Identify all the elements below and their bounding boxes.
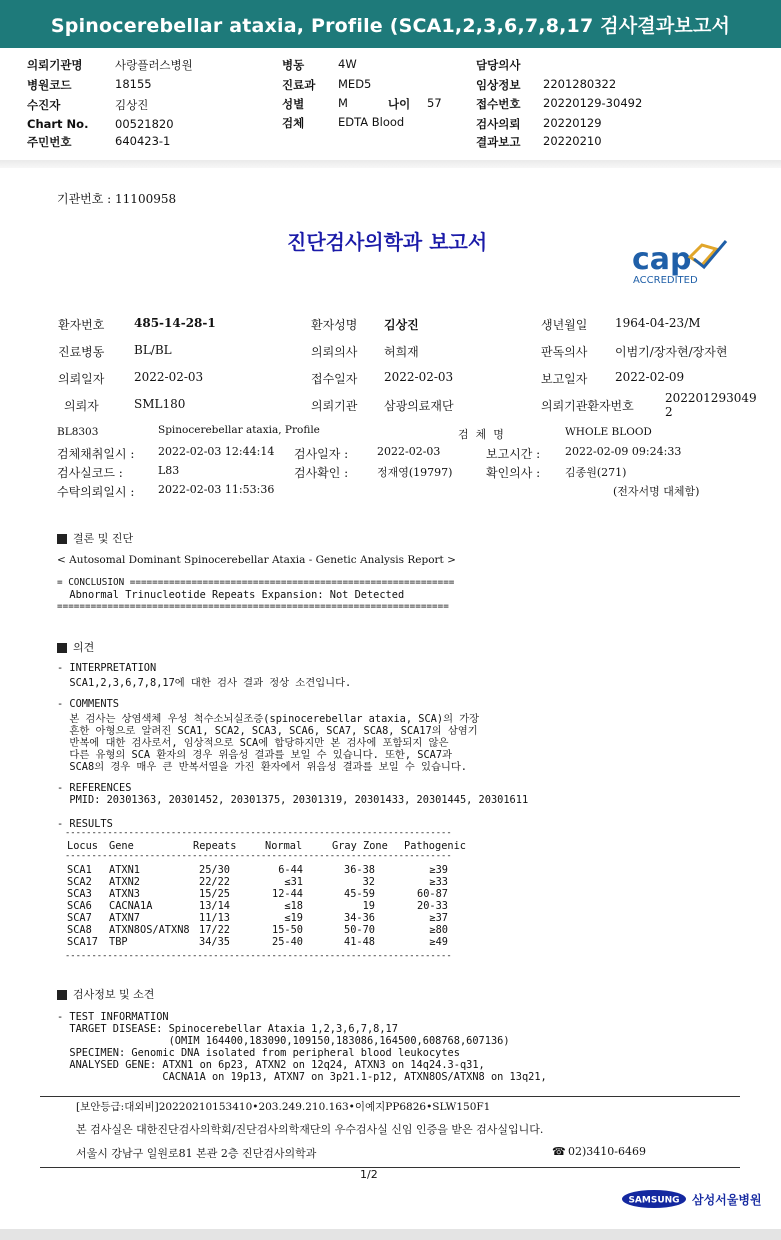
results-cell: 36-38 — [344, 864, 375, 876]
grid-label: 의뢰의사 — [311, 345, 358, 359]
results-cell: ≤18 — [284, 900, 303, 912]
header-value: 57 — [427, 96, 442, 110]
comments-line: 흔한 아형으로 알려진 SCA1, SCA2, SCA3, SCA6, SCA7, SCA8, SCA17의 삼염기 — [57, 725, 478, 737]
report-page — [0, 168, 781, 1240]
section-title: 결론 및 진단 — [73, 532, 134, 545]
conclusion-rule: = CONCLUSION ========================================================== — [57, 577, 455, 588]
col-header: Repeats — [193, 840, 237, 852]
results-cell: 22/22 — [199, 876, 230, 888]
results-cell: ≥33 — [429, 876, 448, 888]
header-label: 나이 — [388, 97, 411, 111]
results-cell: ≥80 — [429, 924, 448, 936]
results-row — [67, 900, 527, 912]
grid-label: 생년월일 — [541, 318, 588, 332]
results-cell: 50-70 — [344, 924, 375, 936]
results-cell: 17/22 — [199, 924, 230, 936]
cap-logo-text: cap — [632, 242, 692, 277]
references-text: PMID: 20301363, 20301452, 20301375, 20301319, 20301433, 20301445, 20301611 — [57, 794, 529, 806]
section-heading — [57, 530, 133, 546]
header-value: 640423-1 — [115, 134, 171, 148]
row-value: 김종원(271) — [565, 466, 627, 479]
results-cell: 25-40 — [272, 936, 303, 948]
grid-label: 접수일자 — [311, 372, 358, 386]
header-label: Chart No. — [27, 117, 89, 131]
cap-accredited-logo — [630, 235, 730, 295]
row-value: L83 — [158, 464, 180, 477]
results-row — [67, 864, 527, 876]
results-cell: SCA1 — [67, 864, 92, 876]
results-cell: SCA8 — [67, 924, 92, 936]
row-label: 확인의사 : — [486, 466, 541, 480]
results-row — [67, 912, 527, 924]
header-label: 병원코드 — [27, 78, 72, 92]
header-value: 00521820 — [115, 117, 174, 131]
interpretation-text: SCA1,2,3,6,7,8,17에 대한 검사 결과 정상 소견입니다. — [57, 677, 352, 689]
signature-note: (전자서명 대체함) — [613, 485, 700, 498]
patient-number: 485-14-28-1 — [134, 316, 216, 330]
col-header: Pathogenic — [404, 840, 466, 852]
header-label: 접수번호 — [476, 97, 521, 111]
specimen-label: 검 체 명 — [458, 428, 504, 441]
grid-value: 202201293049 — [665, 391, 757, 405]
test-info-line: TARGET DISEASE: Spinocerebellar Ataxia 1,2,3,6,7,8,17 — [57, 1023, 398, 1035]
results-cell: SCA17 — [67, 936, 98, 948]
row-label: 검체채취일시 : — [57, 447, 135, 461]
grid-value: 이범기/장자현/장자현 — [615, 345, 728, 359]
header-label: 병동 — [282, 58, 305, 72]
results-cell: 6-44 — [278, 864, 303, 876]
header-value: MED5 — [338, 77, 372, 91]
header-label: 진료과 — [282, 78, 316, 92]
header-label: 검사의뢰 — [476, 117, 521, 131]
grid-label: 환자성명 — [311, 318, 358, 332]
results-cell: 45-59 — [344, 888, 375, 900]
results-cell: 15/25 — [199, 888, 230, 900]
results-cell: ATXN1 — [109, 864, 140, 876]
results-cell: ATXN8OS/ATXN8 — [109, 924, 190, 936]
col-header: Locus — [67, 840, 98, 852]
comments-heading: - COMMENTS — [57, 698, 119, 710]
comments-line: 본 검사는 상염색체 우성 척수소뇌실조증(spinocerebellar ataxia, SCA)의 가장 — [57, 713, 480, 725]
bottom-bar — [0, 1229, 781, 1240]
results-rule: ------------------------------------------------------------------------- — [65, 851, 452, 861]
comments-line: SCA8의 경우 매우 큰 반복서열을 가진 환자에서 위음성 결과를 보일 수 있습니다. — [57, 761, 467, 773]
col-header: Gray Zone — [332, 840, 388, 852]
institution-number: 기관번호 : 11100958 — [57, 192, 177, 206]
lab-address: 서울시 강남구 일원로81 본관 2층 진단검사의학과 — [76, 1147, 317, 1160]
test-info-line: CACNA1A on 19p13, ATXN7 on 3p21.1-p12, ATXN8OS/ATXN8 on 13q21, — [57, 1071, 547, 1083]
results-row — [67, 876, 527, 888]
specimen-value: WHOLE BLOOD — [565, 426, 652, 438]
row-label: 수탁의뢰일시 : — [57, 485, 135, 499]
grid-label: 보고일자 — [541, 372, 588, 386]
section-heading — [57, 639, 94, 655]
col-header: Normal — [265, 840, 303, 852]
results-cell: 19 — [362, 900, 375, 912]
phone-icon: ☎ — [552, 1145, 566, 1158]
test-info-line: (OMIM 164400,183090,109150,183086,164500,608768,607136) — [57, 1035, 510, 1047]
row-value: 2022-02-09 09:24:33 — [565, 445, 682, 458]
conclusion-rule: ====================================================================== — [57, 601, 449, 612]
grid-value: 허희재 — [384, 345, 419, 359]
header-label: 성별 — [282, 97, 305, 111]
security-line: [보안등급:대외비]20220210153410•203.249.210.163•이예지PP6826•SLW150F1 — [76, 1101, 491, 1113]
header-value: 20220210 — [543, 134, 602, 148]
section-divider — [0, 160, 781, 168]
header-label: 의뢰기관명 — [27, 58, 83, 72]
grid-value: 2022-02-09 — [615, 370, 685, 384]
header-label: 주민번호 — [27, 135, 72, 149]
page-number: 1/2 — [360, 1168, 378, 1181]
header-label: 임상정보 — [476, 78, 521, 92]
row-value: 2022-02-03 11:53:36 — [158, 483, 275, 496]
grid-value: 2022-02-03 — [134, 370, 204, 384]
header-info — [0, 0, 781, 160]
results-row — [67, 888, 527, 900]
results-cell: 60-87 — [417, 888, 448, 900]
grid-label: 환자번호 — [58, 318, 105, 332]
grid-label: 의뢰자 — [64, 399, 99, 413]
cap-logo-subtext: ACCREDITED — [633, 275, 698, 286]
grid-value: 삼광의료재단 — [384, 399, 454, 413]
row-value: 2022-02-03 12:44:14 — [158, 445, 275, 458]
header-value: 사랑플러스병원 — [115, 58, 193, 72]
header-value: M — [338, 96, 348, 110]
results-cell: 20-33 — [417, 900, 448, 912]
results-cell: TBP — [109, 936, 128, 948]
row-value: 2022-02-03 — [377, 445, 441, 458]
samsung-hospital-logo — [622, 1187, 762, 1211]
results-cell: ≥37 — [429, 912, 448, 924]
header-value: 4W — [338, 57, 357, 71]
results-cell: 15-50 — [272, 924, 303, 936]
square-bullet-icon — [57, 643, 67, 653]
results-cell: ≥39 — [429, 864, 448, 876]
results-cell: 34/35 — [199, 936, 230, 948]
header-value: 2201280322 — [543, 77, 617, 91]
square-bullet-icon — [57, 534, 67, 544]
section-title: 검사정보 및 소견 — [73, 988, 155, 1001]
lab-phone: 02)3410-6469 — [568, 1145, 646, 1158]
grid-value: 2022-02-03 — [384, 370, 454, 384]
results-cell: ATXN3 — [109, 888, 140, 900]
grid-label: 의뢰일자 — [58, 372, 105, 386]
header-label: 검체 — [282, 116, 305, 130]
row-label: 검사확인 : — [294, 466, 349, 480]
results-cell: 13/14 — [199, 900, 230, 912]
results-cell: 32 — [362, 876, 375, 888]
results-cell: ATXN2 — [109, 876, 140, 888]
grid-value: 1964-04-23/M — [615, 316, 701, 330]
header-value: 20220129 — [543, 116, 602, 130]
header-value: 김상진 — [115, 98, 149, 112]
header-value: 18155 — [115, 77, 152, 91]
results-cell: SCA6 — [67, 900, 92, 912]
results-cell: ATXN7 — [109, 912, 140, 924]
results-cell: SCA3 — [67, 888, 92, 900]
grid-label: 의뢰기관 — [311, 399, 358, 413]
results-cell: 11/13 — [199, 912, 230, 924]
comments-line: 반복에 대한 검사로서, 임상적으로 SCA에 합당하지만 본 검사에 포함되지 않은 — [57, 737, 449, 749]
row-label: 검사일자 : — [294, 447, 349, 461]
section-title: 의견 — [73, 641, 95, 654]
header-label: 담당의사 — [476, 58, 521, 72]
results-cell: ≥49 — [429, 936, 448, 948]
results-rule: ------------------------------------------------------------------------- — [65, 951, 452, 961]
conclusion-text: Abnormal Trinucleotide Repeats Expansion: Not Detected — [57, 589, 405, 601]
interpretation-heading: - INTERPRETATION — [57, 662, 157, 674]
test-info-line: - TEST INFORMATION — [57, 1011, 169, 1023]
grid-label: 의뢰기관환자번호 — [541, 399, 634, 413]
patient-name: 김상진 — [384, 318, 419, 332]
results-cell: 12-44 — [272, 888, 303, 900]
references-heading: - REFERENCES — [57, 782, 132, 794]
grid-value: BL/BL — [134, 343, 172, 357]
report-banner-title: Spinocerebellar ataxia, Profile (SCA1,2,3,6,7,8,17 검사결과보고서 — [0, 0, 781, 48]
header-label: 결과보고 — [476, 135, 521, 149]
header-value: EDTA Blood — [338, 115, 405, 129]
results-cell: SCA2 — [67, 876, 92, 888]
header-value: 20220129-30492 — [543, 96, 643, 110]
report-subtitle: < Autosomal Dominant Spinocerebellar Ataxia - Genetic Analysis Report > — [57, 554, 456, 566]
results-cell: ≤31 — [284, 876, 303, 888]
results-row — [67, 936, 527, 948]
results-cell: ≤19 — [284, 912, 303, 924]
row-label: 보고시간 : — [486, 447, 541, 461]
square-bullet-icon — [57, 990, 67, 1000]
grid-label: 진료병동 — [58, 345, 105, 359]
header-label: 수진자 — [27, 98, 61, 112]
results-heading: - RESULTS — [57, 818, 113, 830]
results-cell: 41-48 — [344, 936, 375, 948]
test-name: Spinocerebellar ataxia, Profile — [158, 424, 320, 436]
report-title: 진단검사의학과 보고서 — [287, 230, 488, 254]
row-label: 검사실코드 : — [57, 466, 123, 480]
results-cell: SCA7 — [67, 912, 92, 924]
row-value: 정재영(19797) — [377, 466, 453, 479]
results-row — [67, 924, 527, 936]
certification-text: 본 검사실은 대한진단검사의학회/진단검사의학재단의 우수검사실 신임 인증을 받은 검사실입니다. — [76, 1123, 544, 1136]
grid-value-wrap: 2 — [665, 405, 673, 419]
results-cell: CACNA1A — [109, 900, 153, 912]
results-cell: 25/30 — [199, 864, 230, 876]
section-heading — [57, 986, 154, 1002]
test-code: BL8303 — [57, 426, 99, 438]
col-header: Gene — [109, 840, 134, 852]
test-info-line: ANALYSED GENE: ATXN1 on 6p23, ATXN2 on 12q24, ATXN3 on 14q24.3-q31, — [57, 1059, 485, 1071]
samsung-hospital-name: 삼성서울병원 — [692, 1193, 762, 1207]
grid-value: SML180 — [134, 397, 186, 411]
results-cell: 34-36 — [344, 912, 375, 924]
comments-line: 다른 유형의 SCA 환자의 경우 위음성 결과를 보일 수 있습니다. 또한, SCA7과 — [57, 749, 452, 761]
results-rule: ------------------------------------------------------------------------- — [65, 828, 452, 838]
test-info-line: SPECIMEN: Genomic DNA isolated from peripheral blood leukocytes — [57, 1047, 460, 1059]
samsung-logo-text: SAMSUNG — [628, 1195, 680, 1206]
grid-label: 판독의사 — [541, 345, 588, 359]
